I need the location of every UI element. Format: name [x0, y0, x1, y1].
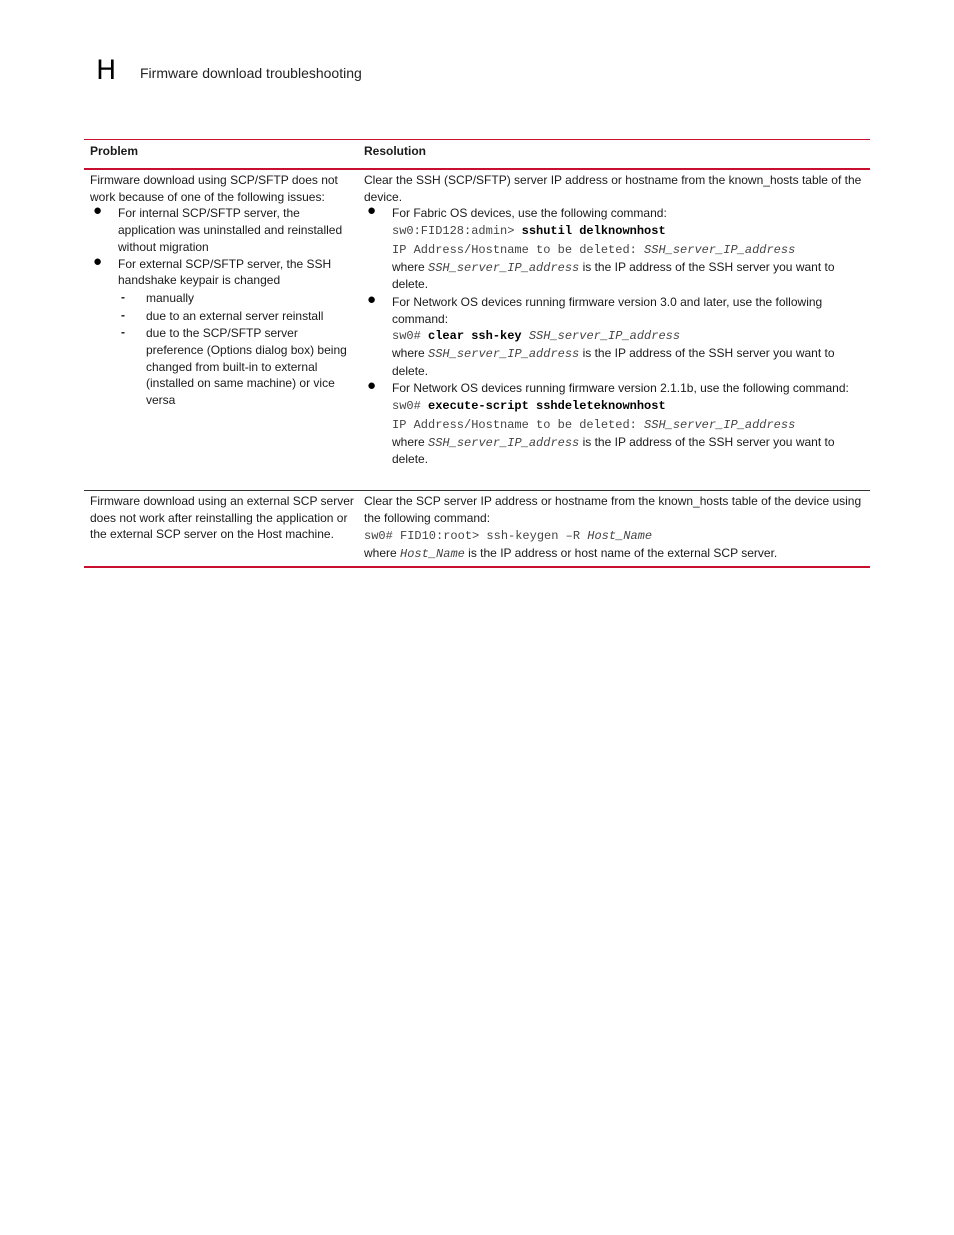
dash-icon: - — [121, 289, 125, 304]
problem-cell — [84, 172, 358, 490]
command-line: sw0# clear ssh-key SSH_server_IP_address — [392, 329, 681, 344]
dash-icon: - — [121, 325, 125, 340]
command-line: IP Address/Hostname to be deleted: SSH_server_IP_address — [392, 242, 796, 257]
list-item: ● For Network OS devices running firmware version 2.1.1b, use the following command: — [367, 377, 849, 396]
appendix-letter: H — [96, 55, 117, 86]
bullet-icon: ● — [367, 290, 377, 308]
resolution-intro: Clear the SCP server IP address or hostname from the known_hosts table of the device using the following command: — [364, 494, 862, 525]
list-item: ● For Network OS devices running firmware version 3.0 and later, use the following command: — [367, 290, 823, 326]
where-note: where SSH_server_IP_address is the IP address of the SSH server you want to delete. — [392, 346, 835, 378]
bullet-icon: ● — [367, 377, 377, 395]
where-note: where Host_Name is the IP address or host name of the external SCP server. — [364, 546, 778, 562]
resolution-intro: Clear the SSH (SCP/SFTP) server IP address or hostname from the known_hosts table of the device. — [364, 173, 862, 204]
list-item: ● For external SCP/SFTP server, the SSH handshake keypair is changed — [93, 252, 332, 288]
page-header-title: Firmware download troubleshooting — [140, 65, 362, 81]
bullet-icon: ● — [93, 252, 103, 270]
resolution-cell — [358, 493, 870, 566]
dash-icon: - — [121, 307, 125, 322]
resolution-cell — [358, 172, 870, 490]
where-note: where SSH_server_IP_address is the IP address of the SSH server you want to delete. — [392, 434, 835, 467]
table-header-row — [84, 140, 870, 168]
table-row — [84, 170, 870, 490]
sub-list-item: - manually — [121, 289, 195, 305]
list-item: ● For Fabric OS devices, use the following command: — [367, 202, 667, 221]
where-note: where SSH_server_IP_address is the IP address of the SSH server you want to delete. — [392, 259, 835, 292]
troubleshooting-table — [84, 139, 870, 568]
bullet-icon: ● — [367, 202, 377, 220]
problem-text: Firmware download using an external SCP server does not work after reinstalling the application or the external SCP server on the Host machine. — [90, 494, 354, 542]
command-line: sw0:FID128:admin> sshutil delknownhost — [392, 224, 666, 239]
table-bottom-rule — [84, 566, 870, 568]
problem-cell — [84, 493, 358, 566]
bullet-icon: ● — [93, 202, 103, 220]
problem-intro: Firmware download using SCP/SFTP does not work because of one of the following issues: — [90, 173, 338, 204]
sub-list-item: - due to an external server reinstall — [121, 307, 324, 323]
sub-list-item: - due to the SCP/SFTP server preference (Options dialog box) being changed from built-in to external (installed on same machine) or vice versa — [121, 325, 347, 408]
header-resolution: Resolution — [364, 144, 426, 158]
command-line: sw0# FID10:root> ssh-keygen –R Host_Name — [364, 529, 653, 544]
list-item: ● For internal SCP/SFTP server, the application was uninstalled and reinstalled without migration — [93, 202, 343, 254]
table-row — [84, 491, 870, 566]
command-line: sw0# execute-script sshdeleteknownhost — [392, 399, 666, 414]
command-line: IP Address/Hostname to be deleted: SSH_server_IP_address — [392, 417, 796, 432]
header-problem: Problem — [90, 144, 139, 158]
